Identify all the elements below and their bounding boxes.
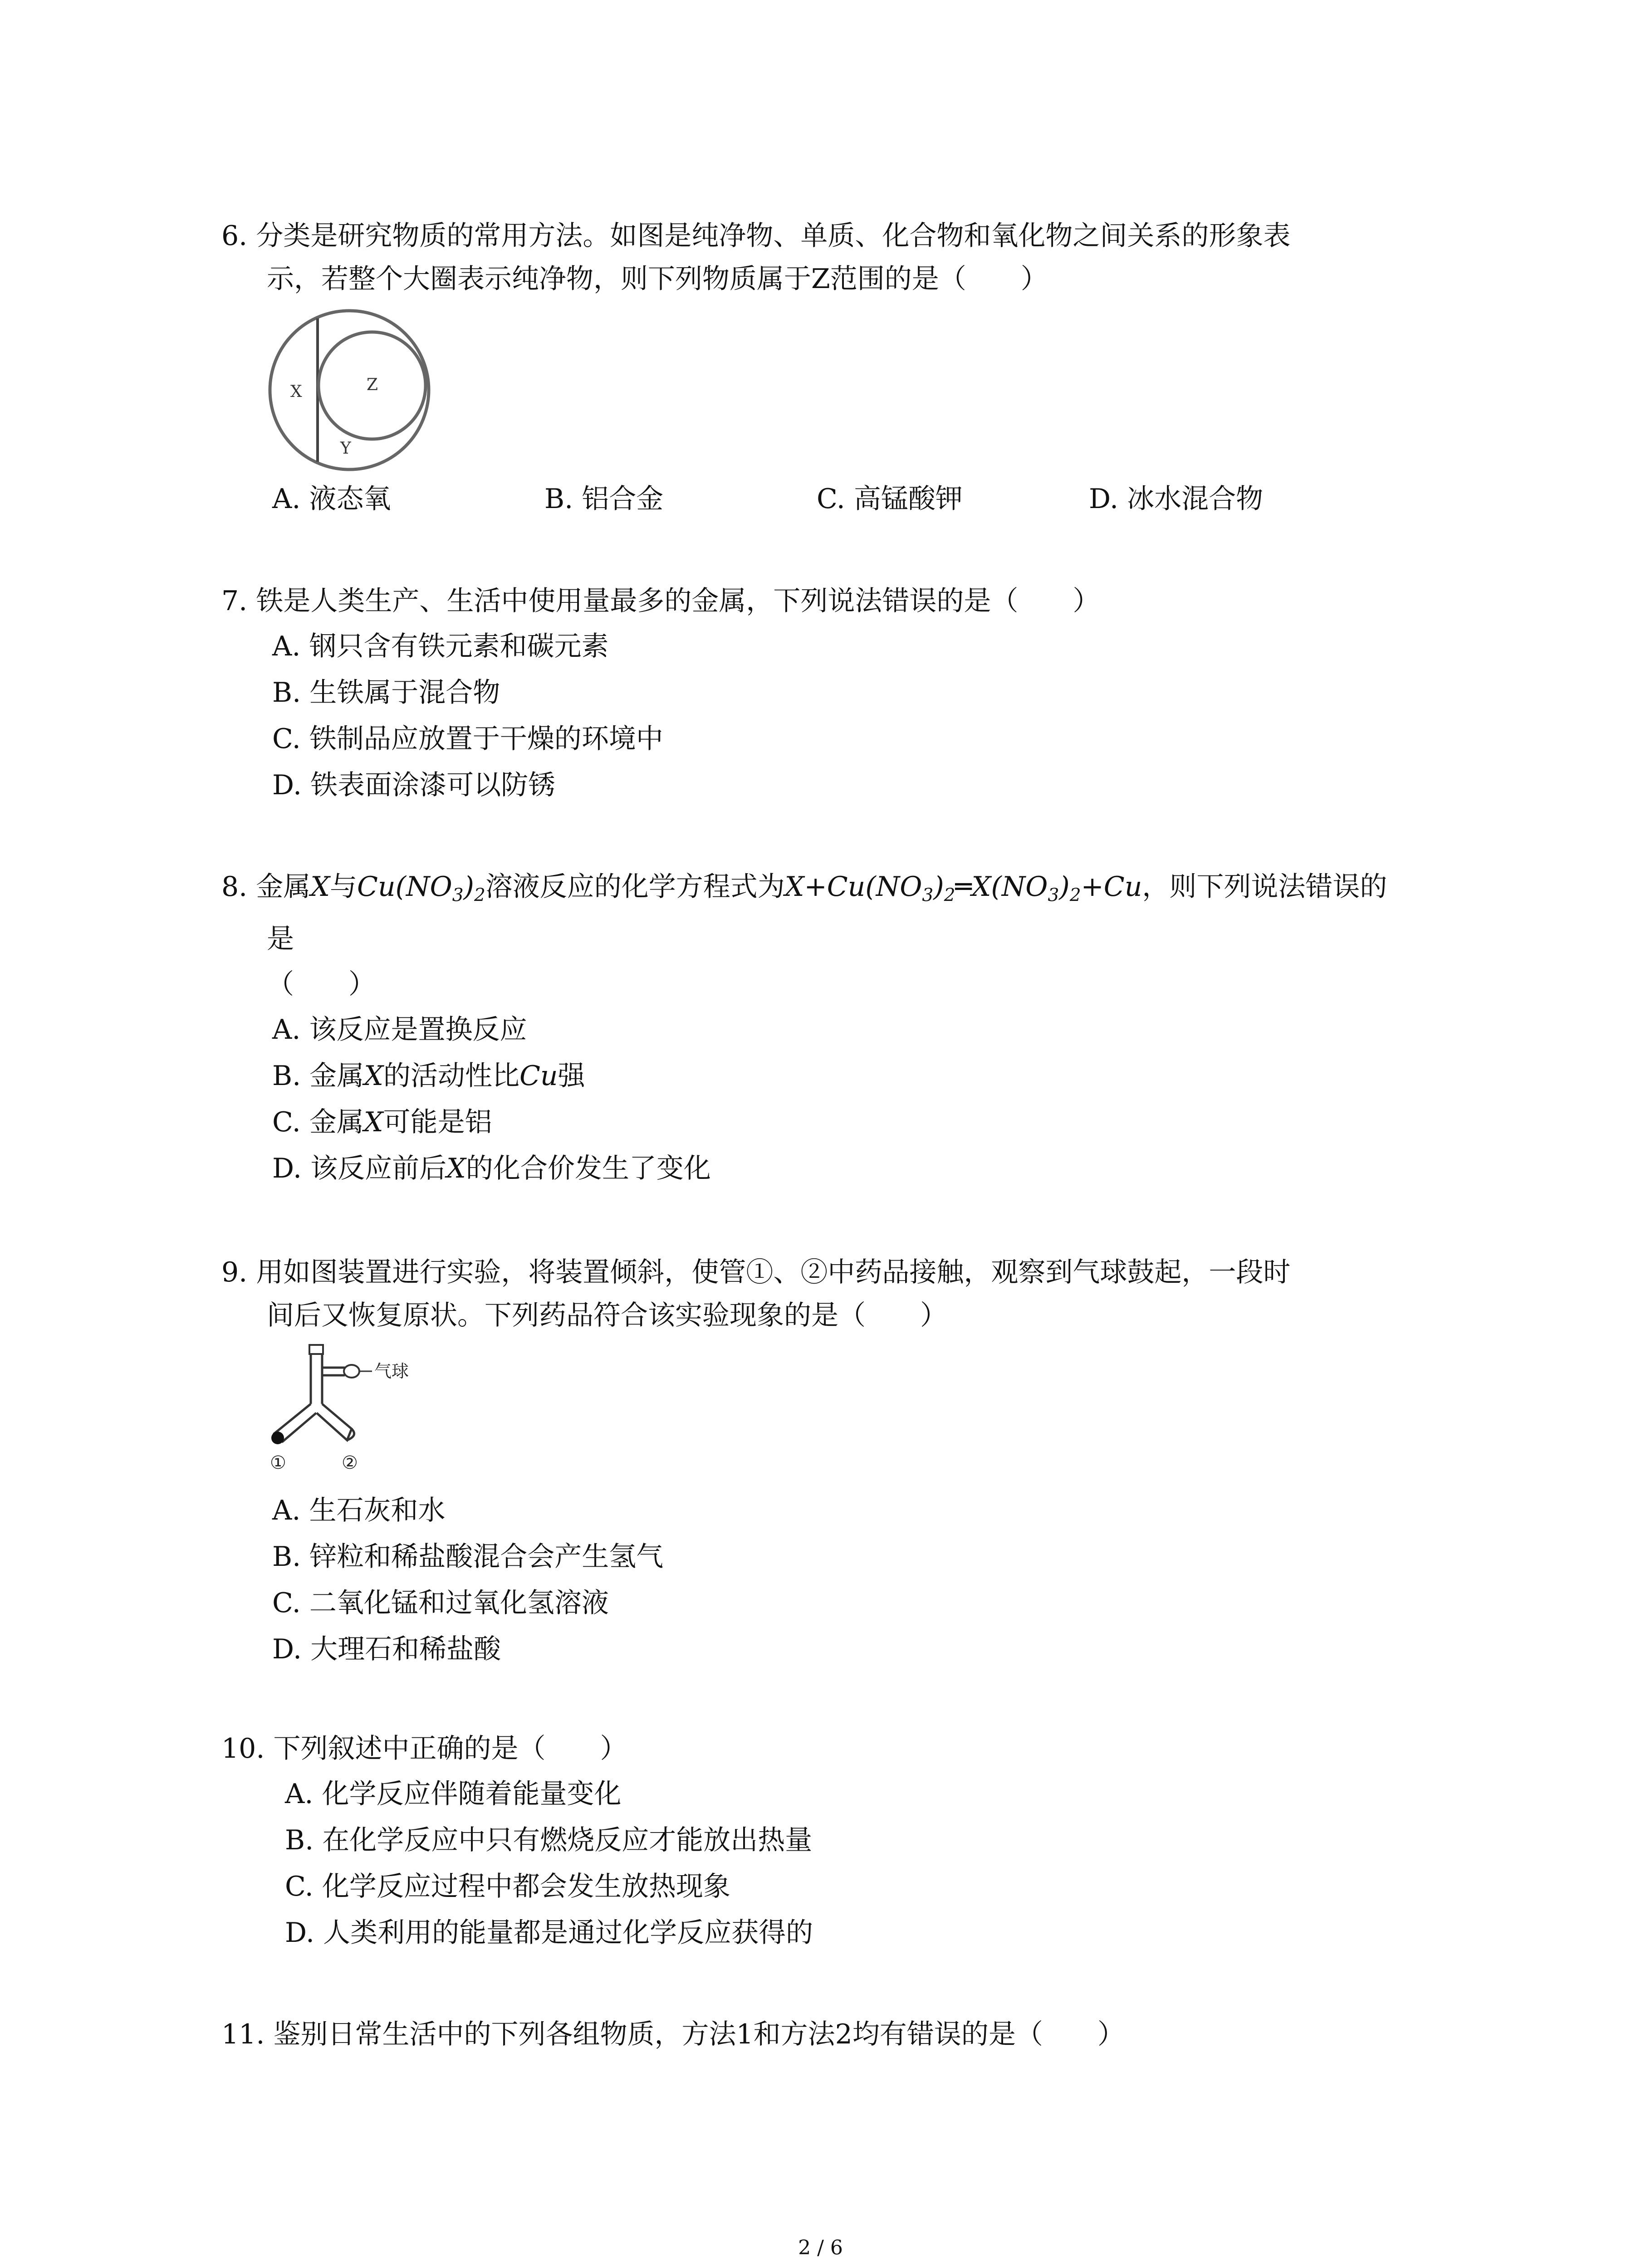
q8-stem-text: 溶液反应的化学方程式为 [485,871,785,903]
q8-stem-text: 与 [330,871,358,903]
q8-equation-sub: 2 [944,885,955,906]
q8-metal-x: X [310,871,330,903]
q8-option-d-text: 的化合价发生了变化 [465,1153,711,1184]
q8-option-c[interactable] [272,1104,492,1140]
q6-label-y: Y [340,439,351,458]
q9-option-d[interactable]: D. 大理石和稀盐酸 [272,1633,501,1665]
q8-option-c-x: X [363,1106,383,1138]
q8-equation: +Cu [1081,871,1142,903]
q8-stem-text: ，则下列说法错误的 [1142,871,1387,903]
q9-option-a[interactable]: A. 生石灰和水 [272,1495,446,1526]
q6-stem-line1: 6. 分类是研究物质的常用方法。如图是纯净物、单质、化合物和氧化物之间关系的形象表 [221,220,1291,252]
q8-equation: X+Cu(NO [784,871,922,903]
q8-option-b-text: B. 金属 [272,1060,364,1092]
q6-label-z: Z [367,376,378,394]
q9-right-branch [317,1404,352,1440]
q8-stem-text: 8. 金属 [221,871,311,903]
q8-formula-sub: 3 [452,885,464,906]
q6-option-d[interactable]: D. 冰水混合物 [1089,483,1264,515]
q9-solid-reagent [271,1432,284,1444]
q7-option-a[interactable]: A. 钢只含有铁元素和碳元素 [272,631,609,662]
q8-equation: ) [933,871,944,903]
q8-option-c-text: 可能是铝 [383,1106,492,1138]
balloon-icon [344,1365,359,1378]
q9-stem-line1: 9. 用如图装置进行实验，将装置倾斜，使管①、②中药品接触，观察到气球鼓起，一段时 [221,1256,1291,1288]
q7-option-d[interactable]: D. 铁表面涂漆可以防锈 [272,769,556,801]
q8-stem-line2: 是 [267,923,294,955]
q6-label-x: X [290,382,302,401]
q8-stem-line3: （ ） [267,968,376,1000]
q6-stem-line2: 示，若整个大圈表示纯净物，则下列物质属于Z范围的是（ ） [267,263,1048,295]
q10-option-a[interactable]: A. 化学反应伴随着能量变化 [285,1778,622,1810]
q9-y-tube-diagram [265,1343,456,1479]
q8-option-b-x: X [364,1060,383,1092]
q9-balloon-label: 气球 [374,1361,409,1381]
q8-option-d[interactable] [272,1150,711,1187]
q10-option-c[interactable]: C. 化学反应过程中都会发生放热现象 [285,1871,730,1902]
q8-equation: ) [1059,871,1070,903]
q9-stopper [309,1345,323,1354]
q7-option-b[interactable]: B. 生铁属于混合物 [272,677,500,709]
q6-option-b[interactable]: B. 铝合金 [544,483,664,515]
q6-option-a[interactable]: A. 液态氧 [272,483,391,515]
q8-formula: ) [463,871,474,903]
q10-stem: 10. 下列叙述中正确的是（ ） [221,1733,627,1765]
q8-equation-sub: 3 [1048,885,1059,906]
q9-option-c[interactable]: C. 二氧化锰和过氧化氢溶液 [272,1587,609,1619]
q10-option-d[interactable]: D. 人类利用的能量都是通过化学反应获得的 [285,1917,813,1949]
q8-equation-sub: 3 [922,885,934,906]
q8-option-c-text: C. 金属 [272,1106,364,1138]
q8-option-d-x: X [446,1153,466,1184]
q8-option-b-text: 强 [558,1060,585,1092]
q10-option-b[interactable]: B. 在化学反应中只有燃烧反应才能放出热量 [285,1824,813,1856]
q8-option-a[interactable]: A. 该反应是置换反应 [272,1014,527,1046]
q8-equation-sub: 2 [1069,885,1081,906]
q6-option-c[interactable]: C. 高锰酸钾 [817,483,963,515]
q9-tube1-label: ① [270,1452,286,1473]
q8-option-b[interactable] [272,1058,585,1094]
q9-tube2-label: ② [342,1452,358,1473]
q7-option-c[interactable]: C. 铁制品应放置于干燥的环境中 [272,723,663,755]
q8-equation-sign: ═ [955,871,972,903]
q8-formula: Cu(NO [357,871,452,903]
q11-stem: 11. 鉴别日常生活中的下列各组物质，方法1和方法2均有错误的是（ ） [221,2019,1125,2050]
q9-stem-line2: 间后又恢复原状。下列药品符合该实验现象的是（ ） [267,1300,947,1331]
q8-stem-line1 [221,869,1387,914]
q8-option-b-cu: Cu [519,1060,558,1092]
q7-stem: 7. 铁是人类生产、生活中使用量最多的金属，下列说法错误的是（ ） [221,585,1100,617]
q8-option-b-text: 的活动性比 [383,1060,519,1092]
q8-formula-sub: 2 [474,885,485,906]
q6-venn-diagram [268,308,440,472]
q8-equation: X(NO [971,871,1048,903]
q8-option-d-text: D. 该反应前后 [272,1153,447,1184]
page-number: 2 / 6 [798,2236,843,2259]
q9-option-b[interactable]: B. 锌粒和稀盐酸混合会产生氢气 [272,1541,664,1573]
